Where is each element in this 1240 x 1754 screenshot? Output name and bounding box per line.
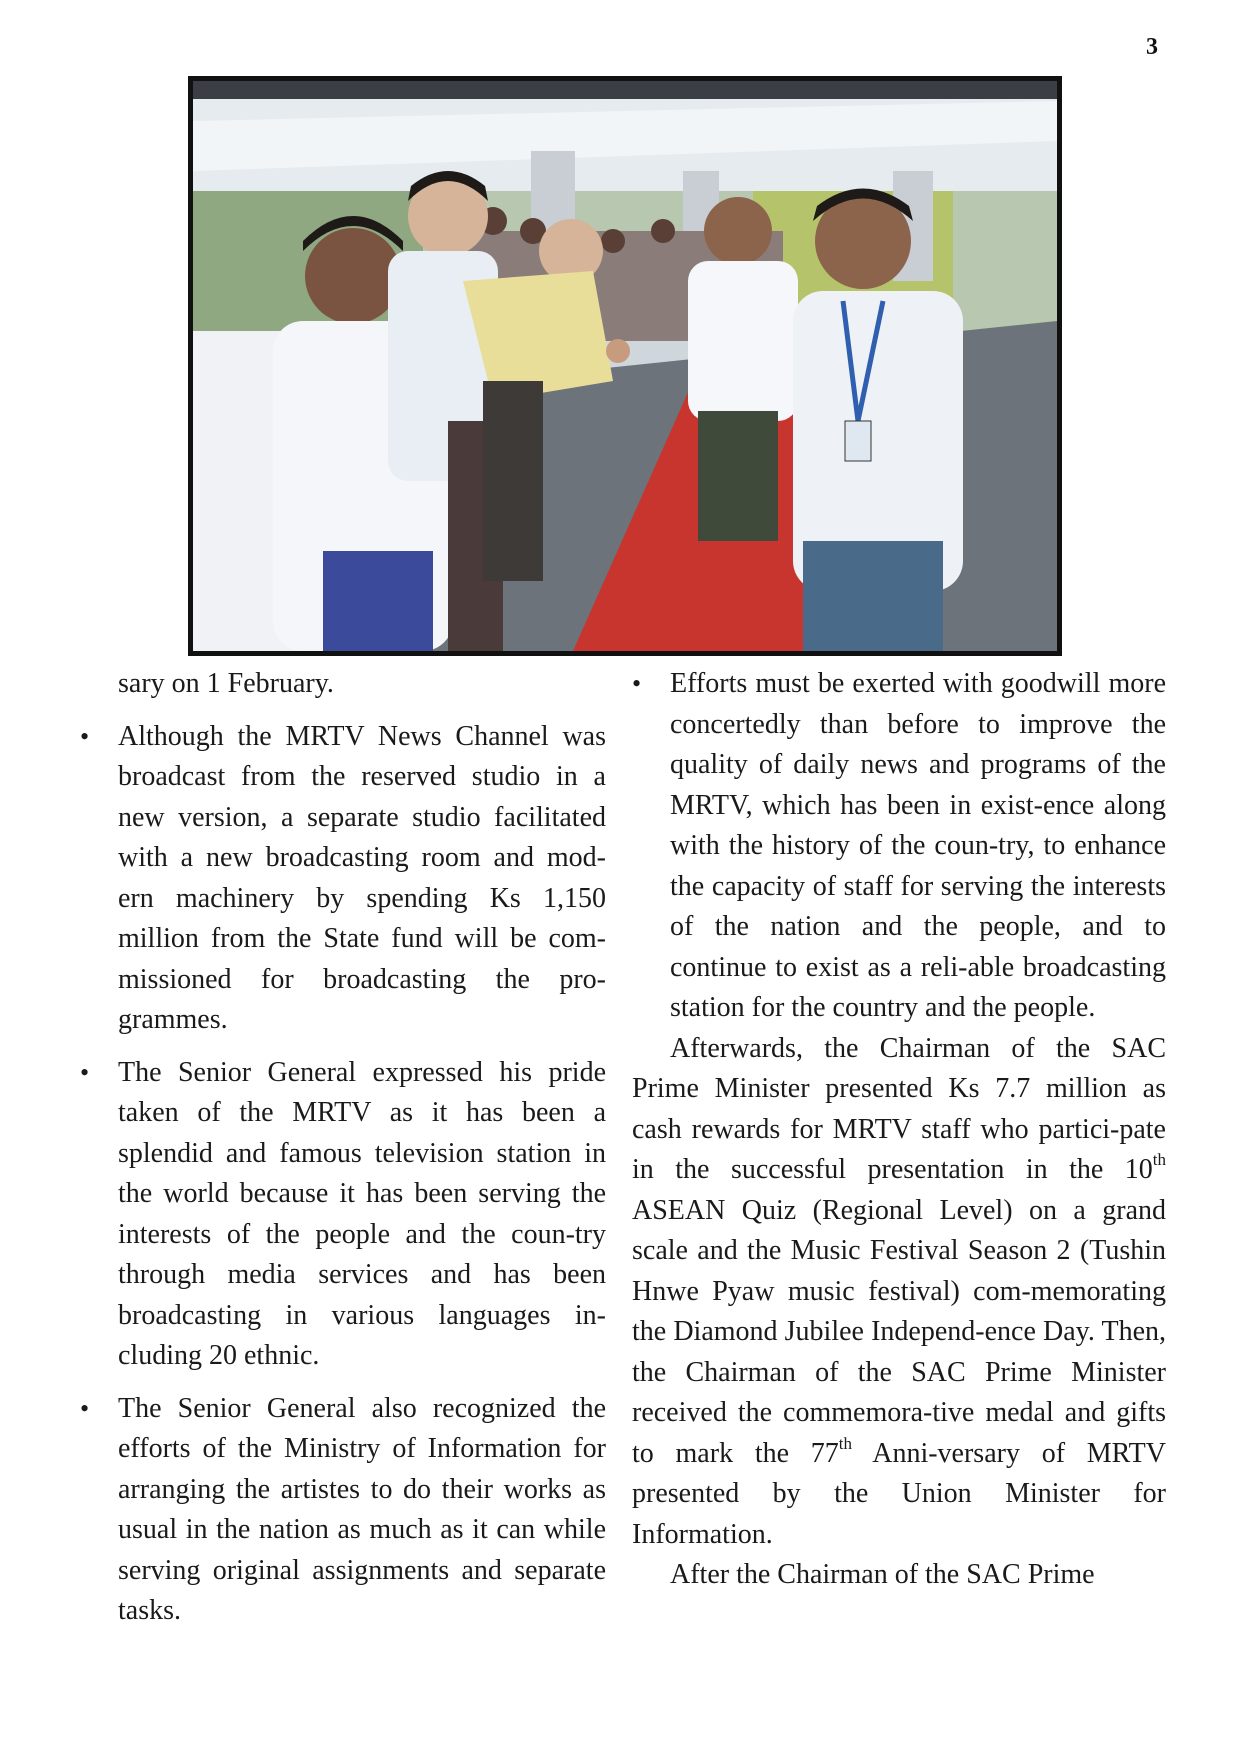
photo-illustration	[193, 81, 1057, 651]
bullet-list-right	[632, 664, 1166, 1029]
bullet-item: • Although the MRTV News Channel was broadcast from the reserved studio in a new version, a separate studio facilitated with a new broadcasting room and mod-ern machinery by spending Ks 1,150 million from the State fund will be com-missioned for broadcasting the pro-grammes.	[80, 717, 606, 1041]
page-number: 3	[1146, 34, 1158, 60]
bullet-item: • The Senior General also recognized the efforts of the Ministry of Information for arranging the artistes to do their works as usual in the nation as much as it can while serving original assignments and separate tasks.	[80, 1389, 606, 1632]
paragraph-text: Afterwards, the Chairman of the SAC Prime Minister presented Ks 7.7 million as cash rewards for MRTV staff who partici-pate in the successful presentation in the 10	[632, 1032, 1166, 1185]
bullet-list-left	[80, 717, 606, 1632]
bullet-item: • The Senior General expressed his pride taken of the MRTV as it has been a splendid and famous television station in the world because it has been serving the interests of the people and the coun-try through media services and has been broadcasting in various languages in-cluding 20 ethnic.	[80, 1053, 606, 1377]
left-column	[80, 664, 606, 1632]
news-photo	[188, 76, 1062, 656]
right-column	[632, 664, 1166, 1596]
continuation-text: sary on 1 February.	[118, 668, 334, 699]
paragraph-text: Anni-versary of MRTV presented by the Union Minister for Information.	[632, 1437, 1166, 1550]
paragraph-text: ASEAN Quiz (Regional Level) on a grand scale and the Music Festival Season 2 (Tushin Hnwe Pyaw music festival) com-memorating the Diamond Jubilee Independ-ence Day. Then, the Chairman of the SAC Prime Minister received the commemora-tive medal and gifts to mark the 77	[632, 1194, 1166, 1469]
ordinal-suffix: th	[1152, 1150, 1166, 1169]
ordinal-suffix: th	[838, 1433, 853, 1453]
paragraph	[632, 1029, 1166, 1556]
bullet-item: • Efforts must be exerted with goodwill more concertedly than before to improve the quality of daily news and programs of the MRTV, which has been in exist-ence along with the history of the coun-try, to enhance the capacity of staff for serving the interests of the nation and the people, and to continue to exist as a reli-able broadcasting station for the country and the people.	[632, 664, 1166, 1029]
paragraph: After the Chairman of the SAC Prime	[670, 1559, 1095, 1590]
